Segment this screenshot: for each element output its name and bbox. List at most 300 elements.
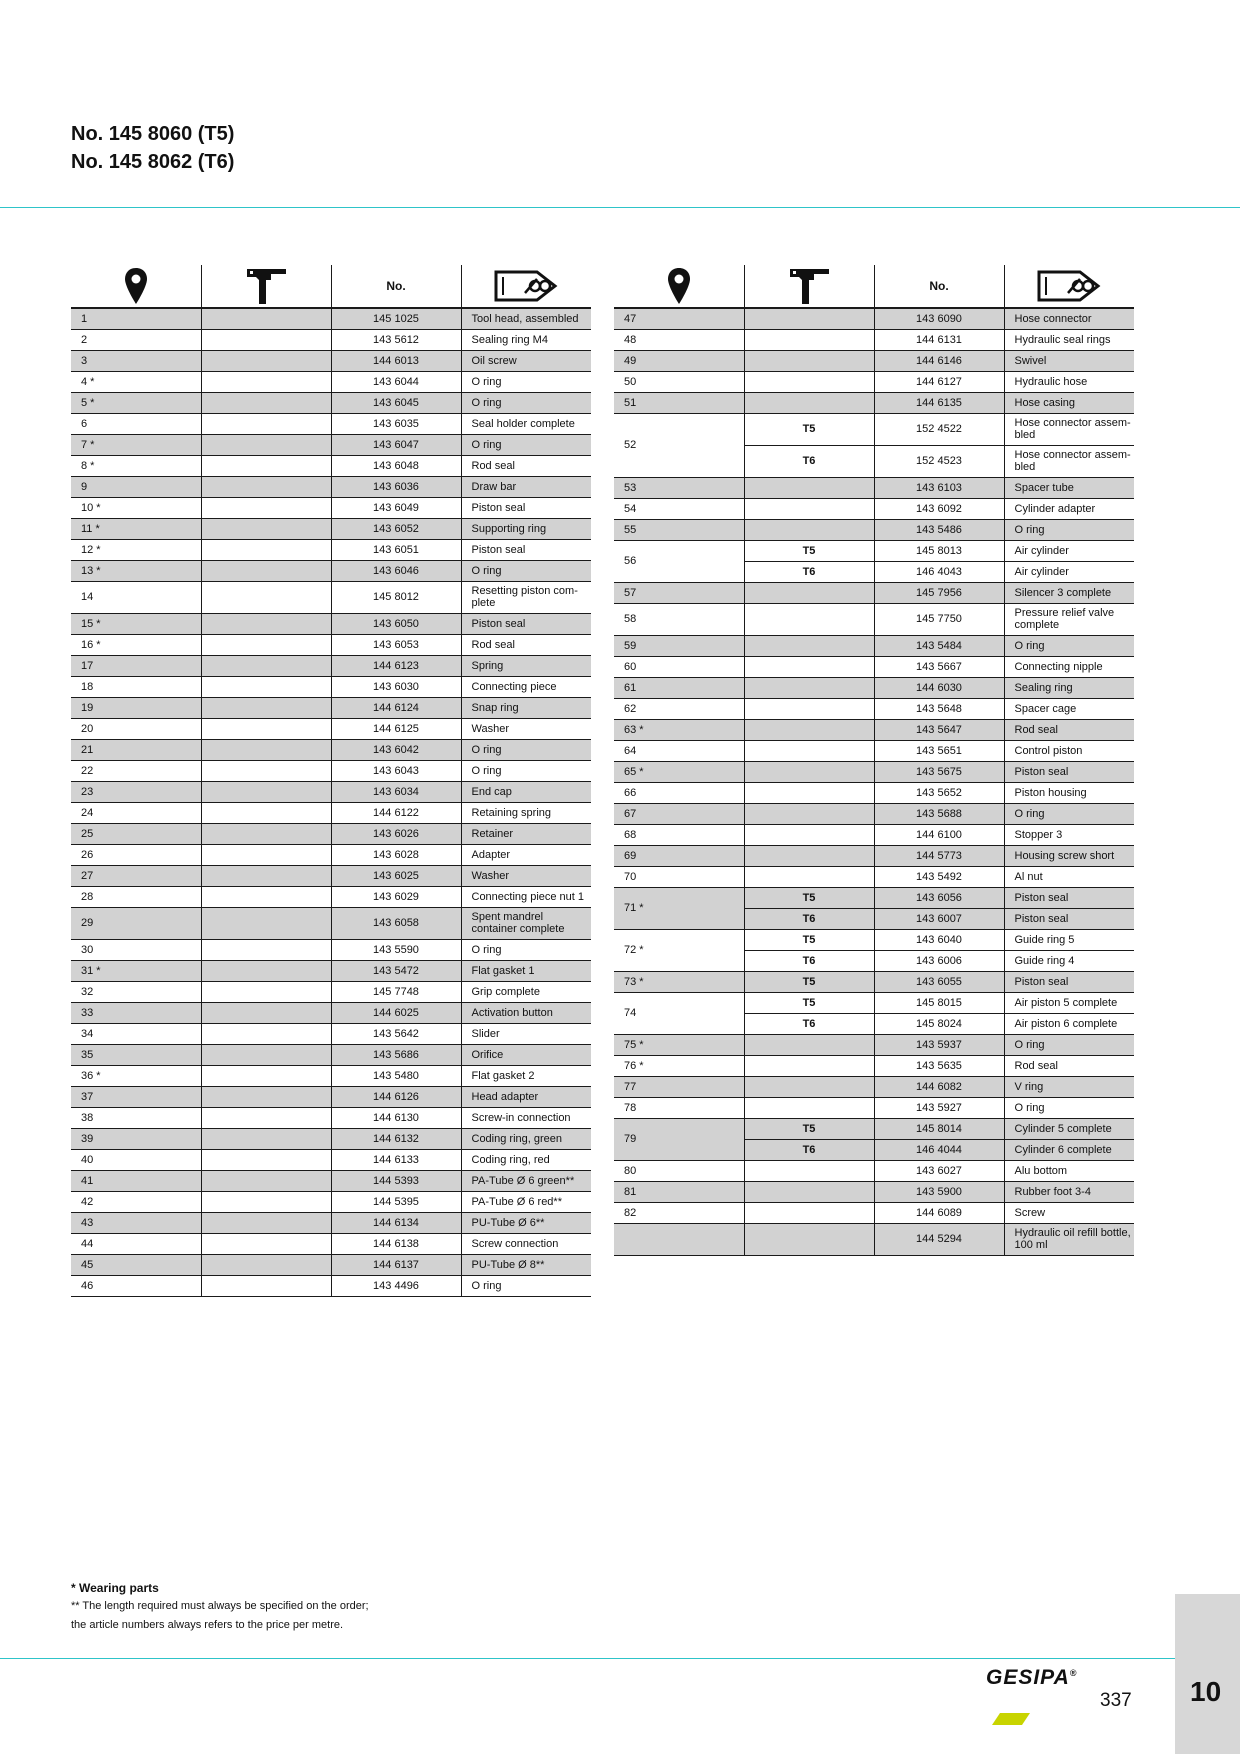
table-row [614, 371, 1134, 392]
position-cell: 33 [71, 1002, 201, 1023]
article-number-cell: 145 7956 [874, 582, 1004, 603]
description-cell: Grip complete [461, 981, 591, 1002]
variant-cell: T5 [744, 929, 874, 950]
article-number-cell: 144 6134 [331, 1212, 461, 1233]
table-row [71, 1128, 591, 1149]
description-cell: O ring [461, 560, 591, 581]
variant-cell [744, 698, 874, 719]
variant-cell [744, 803, 874, 824]
position-cell: 10 * [71, 497, 201, 518]
table-row [614, 992, 1134, 1013]
position-cell: 69 [614, 845, 744, 866]
article-number-cell: 143 6036 [331, 476, 461, 497]
article-number-cell: 143 6007 [874, 908, 1004, 929]
article-number-cell: 143 5900 [874, 1181, 1004, 1202]
footer-divider [0, 1658, 1175, 1659]
table-row [614, 392, 1134, 413]
variant-cell [201, 308, 331, 329]
article-number-cell: 143 6048 [331, 455, 461, 476]
description-cell: Snap ring [461, 697, 591, 718]
position-cell: 28 [71, 886, 201, 907]
article-number-cell: 143 5635 [874, 1055, 1004, 1076]
description-cell: O ring [1004, 1034, 1134, 1055]
article-number-cell: 143 5472 [331, 960, 461, 981]
table-row [614, 677, 1134, 698]
description-cell: Hose casing [1004, 392, 1134, 413]
description-cell: Supporting ring [461, 518, 591, 539]
description-cell: O ring [461, 1275, 591, 1296]
footnote-length-line2: the article numbers always refers to the price per metre. [71, 1619, 344, 1631]
table-row [71, 1275, 591, 1296]
position-cell: 7 * [71, 434, 201, 455]
variant-cell [201, 371, 331, 392]
variant-cell [201, 455, 331, 476]
table-row [614, 929, 1134, 950]
position-cell: 22 [71, 760, 201, 781]
article-number-cell: 144 6146 [874, 350, 1004, 371]
description-cell: Hydraulic seal rings [1004, 329, 1134, 350]
variant-cell: T5 [744, 971, 874, 992]
variant-cell [744, 519, 874, 540]
article-number-cell: 143 5590 [331, 939, 461, 960]
description-cell: Orifice [461, 1044, 591, 1065]
variant-cell [744, 719, 874, 740]
position-cell: 16 * [71, 634, 201, 655]
table-row [71, 981, 591, 1002]
position-cell: 50 [614, 371, 744, 392]
logo-swoosh-icon [992, 1712, 1032, 1726]
position-cell: 35 [71, 1044, 201, 1065]
page-number: 337 [1100, 1690, 1132, 1711]
position-cell: 73 * [614, 971, 744, 992]
description-cell: Retainer [461, 823, 591, 844]
column-header-number: No. [874, 265, 1004, 308]
variant-cell [744, 1202, 874, 1223]
article-number-cell: 143 6035 [331, 413, 461, 434]
position-cell: 68 [614, 824, 744, 845]
position-cell: 42 [71, 1191, 201, 1212]
table-row [71, 655, 591, 676]
article-number-cell: 143 5492 [874, 866, 1004, 887]
position-cell: 1 [71, 308, 201, 329]
position-cell: 26 [71, 844, 201, 865]
article-number-cell: 143 6026 [331, 823, 461, 844]
position-cell: 37 [71, 1086, 201, 1107]
variant-cell [201, 1086, 331, 1107]
position-cell: 41 [71, 1170, 201, 1191]
position-cell: 11 * [71, 518, 201, 539]
description-cell: Washer [461, 865, 591, 886]
position-cell: 63 * [614, 719, 744, 740]
variant-cell [201, 802, 331, 823]
description-cell: End cap [461, 781, 591, 802]
description-cell: Guide ring 5 [1004, 929, 1134, 950]
variant-cell: T6 [744, 561, 874, 582]
position-cell: 31 * [71, 960, 201, 981]
position-cell: 8 * [71, 455, 201, 476]
description-cell: O ring [461, 392, 591, 413]
article-number-cell: 143 6044 [331, 371, 461, 392]
article-number-cell: 143 6052 [331, 518, 461, 539]
variant-cell [201, 886, 331, 907]
article-number-cell: 143 6053 [331, 634, 461, 655]
table-row [614, 582, 1134, 603]
description-cell: Screw-in connection [461, 1107, 591, 1128]
variant-cell [201, 1128, 331, 1149]
position-cell: 46 [71, 1275, 201, 1296]
variant-cell [744, 350, 874, 371]
variant-cell: T5 [744, 413, 874, 445]
article-number-cell: 145 8024 [874, 1013, 1004, 1034]
parts-table-right-body [614, 308, 1134, 1255]
table-row [614, 887, 1134, 908]
table-row [614, 866, 1134, 887]
table-row [71, 476, 591, 497]
page-title [71, 120, 234, 176]
position-cell: 54 [614, 498, 744, 519]
description-cell: Adapter [461, 844, 591, 865]
article-number-cell: 144 6130 [331, 1107, 461, 1128]
variant-cell [744, 1097, 874, 1118]
description-cell: Air cylinder [1004, 540, 1134, 561]
description-cell: Control piston [1004, 740, 1134, 761]
article-number-cell: 144 6131 [874, 329, 1004, 350]
description-cell: O ring [1004, 635, 1134, 656]
description-cell: Cylinder 5 complete [1004, 1118, 1134, 1139]
position-cell: 74 [614, 992, 744, 1034]
position-cell: 57 [614, 582, 744, 603]
description-cell: Coding ring, green [461, 1128, 591, 1149]
position-cell: 23 [71, 781, 201, 802]
position-cell: 3 [71, 350, 201, 371]
variant-cell [201, 1023, 331, 1044]
table-row [71, 1002, 591, 1023]
table-row [614, 1181, 1134, 1202]
variant-cell [201, 823, 331, 844]
description-cell: Piston seal [1004, 908, 1134, 929]
description-cell: Air piston 5 complete [1004, 992, 1134, 1013]
article-number-cell: 143 5686 [331, 1044, 461, 1065]
variant-cell [201, 560, 331, 581]
description-cell: Air piston 6 complete [1004, 1013, 1134, 1034]
position-cell: 40 [71, 1149, 201, 1170]
description-cell: Coding ring, red [461, 1149, 591, 1170]
position-cell: 79 [614, 1118, 744, 1160]
table-row [71, 329, 591, 350]
article-number-cell: 143 6103 [874, 477, 1004, 498]
article-number-cell: 143 5667 [874, 656, 1004, 677]
title-line-t6: No. 145 8062 (T6) [71, 151, 235, 173]
position-cell: 77 [614, 1076, 744, 1097]
article-number-cell: 143 5480 [331, 1065, 461, 1086]
description-cell: Al nut [1004, 866, 1134, 887]
description-cell: Piston seal [1004, 971, 1134, 992]
description-cell: O ring [461, 739, 591, 760]
article-number-cell: 144 6137 [331, 1254, 461, 1275]
table-row [614, 1160, 1134, 1181]
variant-cell [744, 740, 874, 761]
description-cell: Piston housing [1004, 782, 1134, 803]
description-cell: Flat gasket 1 [461, 960, 591, 981]
description-cell: Swivel [1004, 350, 1134, 371]
article-number-cell: 143 6049 [331, 497, 461, 518]
table-row [71, 1086, 591, 1107]
logo-text: GESIPA [986, 1666, 1070, 1689]
table-row [71, 1044, 591, 1065]
position-cell: 47 [614, 308, 744, 329]
variant-cell: T6 [744, 950, 874, 971]
position-cell: 48 [614, 329, 744, 350]
table-row [614, 1055, 1134, 1076]
variant-cell [201, 518, 331, 539]
description-cell: O ring [1004, 803, 1134, 824]
article-number-cell: 145 7748 [331, 981, 461, 1002]
column-header-variant [744, 265, 874, 308]
position-cell: 82 [614, 1202, 744, 1223]
position-cell: 64 [614, 740, 744, 761]
description-cell: Cylinder 6 complete [1004, 1139, 1134, 1160]
description-cell: Spacer cage [1004, 698, 1134, 719]
article-number-cell: 143 5651 [874, 740, 1004, 761]
description-cell: Hose connector assem-bled [1004, 445, 1134, 477]
position-cell: 52 [614, 413, 744, 477]
variant-cell [201, 676, 331, 697]
position-cell: 15 * [71, 613, 201, 634]
variant-cell [201, 907, 331, 939]
column-header-position [71, 265, 201, 308]
article-number-cell: 143 4496 [331, 1275, 461, 1296]
description-cell: Stopper 3 [1004, 824, 1134, 845]
variant-cell: T6 [744, 1139, 874, 1160]
article-number-cell: 144 6082 [874, 1076, 1004, 1097]
description-cell: Guide ring 4 [1004, 950, 1134, 971]
variant-cell [201, 497, 331, 518]
position-cell: 44 [71, 1233, 201, 1254]
rivet-tool-icon [244, 266, 288, 306]
article-number-cell: 144 6127 [874, 371, 1004, 392]
position-cell: 30 [71, 939, 201, 960]
footnote-length-line1: ** The length required must always be specified on the order; [71, 1600, 369, 1612]
article-number-cell: 145 1025 [331, 308, 461, 329]
article-number-cell: 144 6138 [331, 1233, 461, 1254]
article-number-cell: 143 6028 [331, 844, 461, 865]
variant-cell: T5 [744, 1118, 874, 1139]
position-cell: 66 [614, 782, 744, 803]
table-row [614, 1223, 1134, 1255]
table-row [71, 455, 591, 476]
description-cell: Connecting nipple [1004, 656, 1134, 677]
article-number-cell: 144 6025 [331, 1002, 461, 1023]
table-row [71, 1191, 591, 1212]
article-number-cell: 143 5652 [874, 782, 1004, 803]
description-cell: O ring [1004, 1097, 1134, 1118]
table-row [71, 413, 591, 434]
variant-cell [201, 981, 331, 1002]
article-number-cell: 143 6056 [874, 887, 1004, 908]
article-number-cell: 144 6123 [331, 655, 461, 676]
description-cell: Sealing ring [1004, 677, 1134, 698]
article-number-cell: 143 6029 [331, 886, 461, 907]
price-tag-icon [1036, 269, 1102, 303]
table-row [71, 760, 591, 781]
variant-cell [201, 1002, 331, 1023]
table-row [71, 539, 591, 560]
article-number-cell: 144 6100 [874, 824, 1004, 845]
table-row [614, 603, 1134, 635]
article-number-cell: 145 8013 [874, 540, 1004, 561]
description-cell: Spacer tube [1004, 477, 1134, 498]
article-number-cell: 143 6058 [331, 907, 461, 939]
table-row [71, 308, 591, 329]
table-row [71, 1233, 591, 1254]
position-cell: 21 [71, 739, 201, 760]
column-header-price [461, 265, 591, 308]
table-row [614, 329, 1134, 350]
table-row [614, 740, 1134, 761]
table-row [71, 434, 591, 455]
table-row [71, 1065, 591, 1086]
column-header-variant [201, 265, 331, 308]
description-cell: Spent mandrel container complete [461, 907, 591, 939]
position-cell: 6 [71, 413, 201, 434]
variant-cell [744, 635, 874, 656]
description-cell: Spring [461, 655, 591, 676]
article-number-cell: 143 5937 [874, 1034, 1004, 1055]
position-cell: 27 [71, 865, 201, 886]
position-cell: 43 [71, 1212, 201, 1233]
position-cell: 25 [71, 823, 201, 844]
table-row [71, 697, 591, 718]
table-row [71, 1149, 591, 1170]
description-cell: Pressure relief valve complete [1004, 603, 1134, 635]
position-cell: 2 [71, 329, 201, 350]
table-row [71, 497, 591, 518]
article-number-cell: 145 7750 [874, 603, 1004, 635]
description-cell: Hydraulic oil refill bottle, 100 ml [1004, 1223, 1134, 1255]
table-row [614, 824, 1134, 845]
description-cell: PA-Tube Ø 6 green** [461, 1170, 591, 1191]
position-cell: 61 [614, 677, 744, 698]
table-row [614, 1076, 1134, 1097]
variant-cell [201, 613, 331, 634]
variant-cell: T5 [744, 540, 874, 561]
article-number-cell: 144 6013 [331, 350, 461, 371]
article-number-cell: 152 4522 [874, 413, 1004, 445]
table-row [614, 1118, 1134, 1139]
position-cell: 65 * [614, 761, 744, 782]
position-cell: 72 * [614, 929, 744, 971]
variant-cell: T5 [744, 992, 874, 1013]
gesipa-logo [986, 1666, 1077, 1690]
location-pin-icon [124, 267, 148, 305]
variant-cell: T5 [744, 887, 874, 908]
table-row [71, 634, 591, 655]
variant-cell [201, 1191, 331, 1212]
description-cell: Alu bottom [1004, 1160, 1134, 1181]
variant-cell [201, 1275, 331, 1296]
description-cell: Head adapter [461, 1086, 591, 1107]
variant-cell [744, 582, 874, 603]
position-cell: 5 * [71, 392, 201, 413]
variant-cell [744, 1076, 874, 1097]
variant-cell [744, 329, 874, 350]
variant-cell [201, 581, 331, 613]
article-number-cell: 143 5486 [874, 519, 1004, 540]
variant-cell [201, 539, 331, 560]
article-number-cell: 144 6133 [331, 1149, 461, 1170]
position-cell: 78 [614, 1097, 744, 1118]
article-number-cell: 144 5294 [874, 1223, 1004, 1255]
article-number-cell: 152 4523 [874, 445, 1004, 477]
article-number-cell: 143 6050 [331, 613, 461, 634]
position-cell: 49 [614, 350, 744, 371]
section-tab [1175, 1594, 1240, 1754]
parts-table-left-body [71, 308, 591, 1296]
description-cell: Rod seal [461, 634, 591, 655]
article-number-cell: 143 5612 [331, 329, 461, 350]
table-row [71, 739, 591, 760]
table-row [614, 413, 1134, 445]
variant-cell [201, 939, 331, 960]
section-tab-number: 10 [1190, 1676, 1222, 1707]
variant-cell [201, 413, 331, 434]
table-row [71, 886, 591, 907]
variant-cell [744, 603, 874, 635]
article-number-cell: 143 5675 [874, 761, 1004, 782]
variant-cell [201, 1107, 331, 1128]
position-cell: 38 [71, 1107, 201, 1128]
variant-cell [201, 392, 331, 413]
variant-cell [201, 1065, 331, 1086]
position-cell: 13 * [71, 560, 201, 581]
variant-cell [744, 845, 874, 866]
description-cell: Rod seal [461, 455, 591, 476]
article-number-cell: 144 6030 [874, 677, 1004, 698]
table-row [614, 719, 1134, 740]
description-cell: Piston seal [461, 539, 591, 560]
article-number-cell: 143 6042 [331, 739, 461, 760]
variant-cell [201, 655, 331, 676]
table-row [71, 350, 591, 371]
description-cell: Retaining spring [461, 802, 591, 823]
variant-cell [201, 865, 331, 886]
variant-cell [201, 844, 331, 865]
rivet-tool-icon [787, 266, 831, 306]
variant-cell [201, 634, 331, 655]
variant-cell [201, 1254, 331, 1275]
position-cell: 12 * [71, 539, 201, 560]
header-divider [0, 207, 1240, 208]
position-cell: 14 [71, 581, 201, 613]
table-row [614, 477, 1134, 498]
variant-cell [744, 761, 874, 782]
variant-cell [201, 434, 331, 455]
table-row [71, 823, 591, 844]
position-cell: 80 [614, 1160, 744, 1181]
variant-cell [744, 1223, 874, 1255]
title-line-t5: No. 145 8060 (T5) [71, 123, 235, 145]
position-cell: 56 [614, 540, 744, 582]
table-row [71, 939, 591, 960]
variant-cell [744, 782, 874, 803]
position-cell: 62 [614, 698, 744, 719]
variant-cell [744, 866, 874, 887]
article-number-cell: 143 5484 [874, 635, 1004, 656]
variant-cell [201, 718, 331, 739]
table-row [614, 519, 1134, 540]
article-number-cell: 146 4043 [874, 561, 1004, 582]
description-cell: Hose connector [1004, 308, 1134, 329]
